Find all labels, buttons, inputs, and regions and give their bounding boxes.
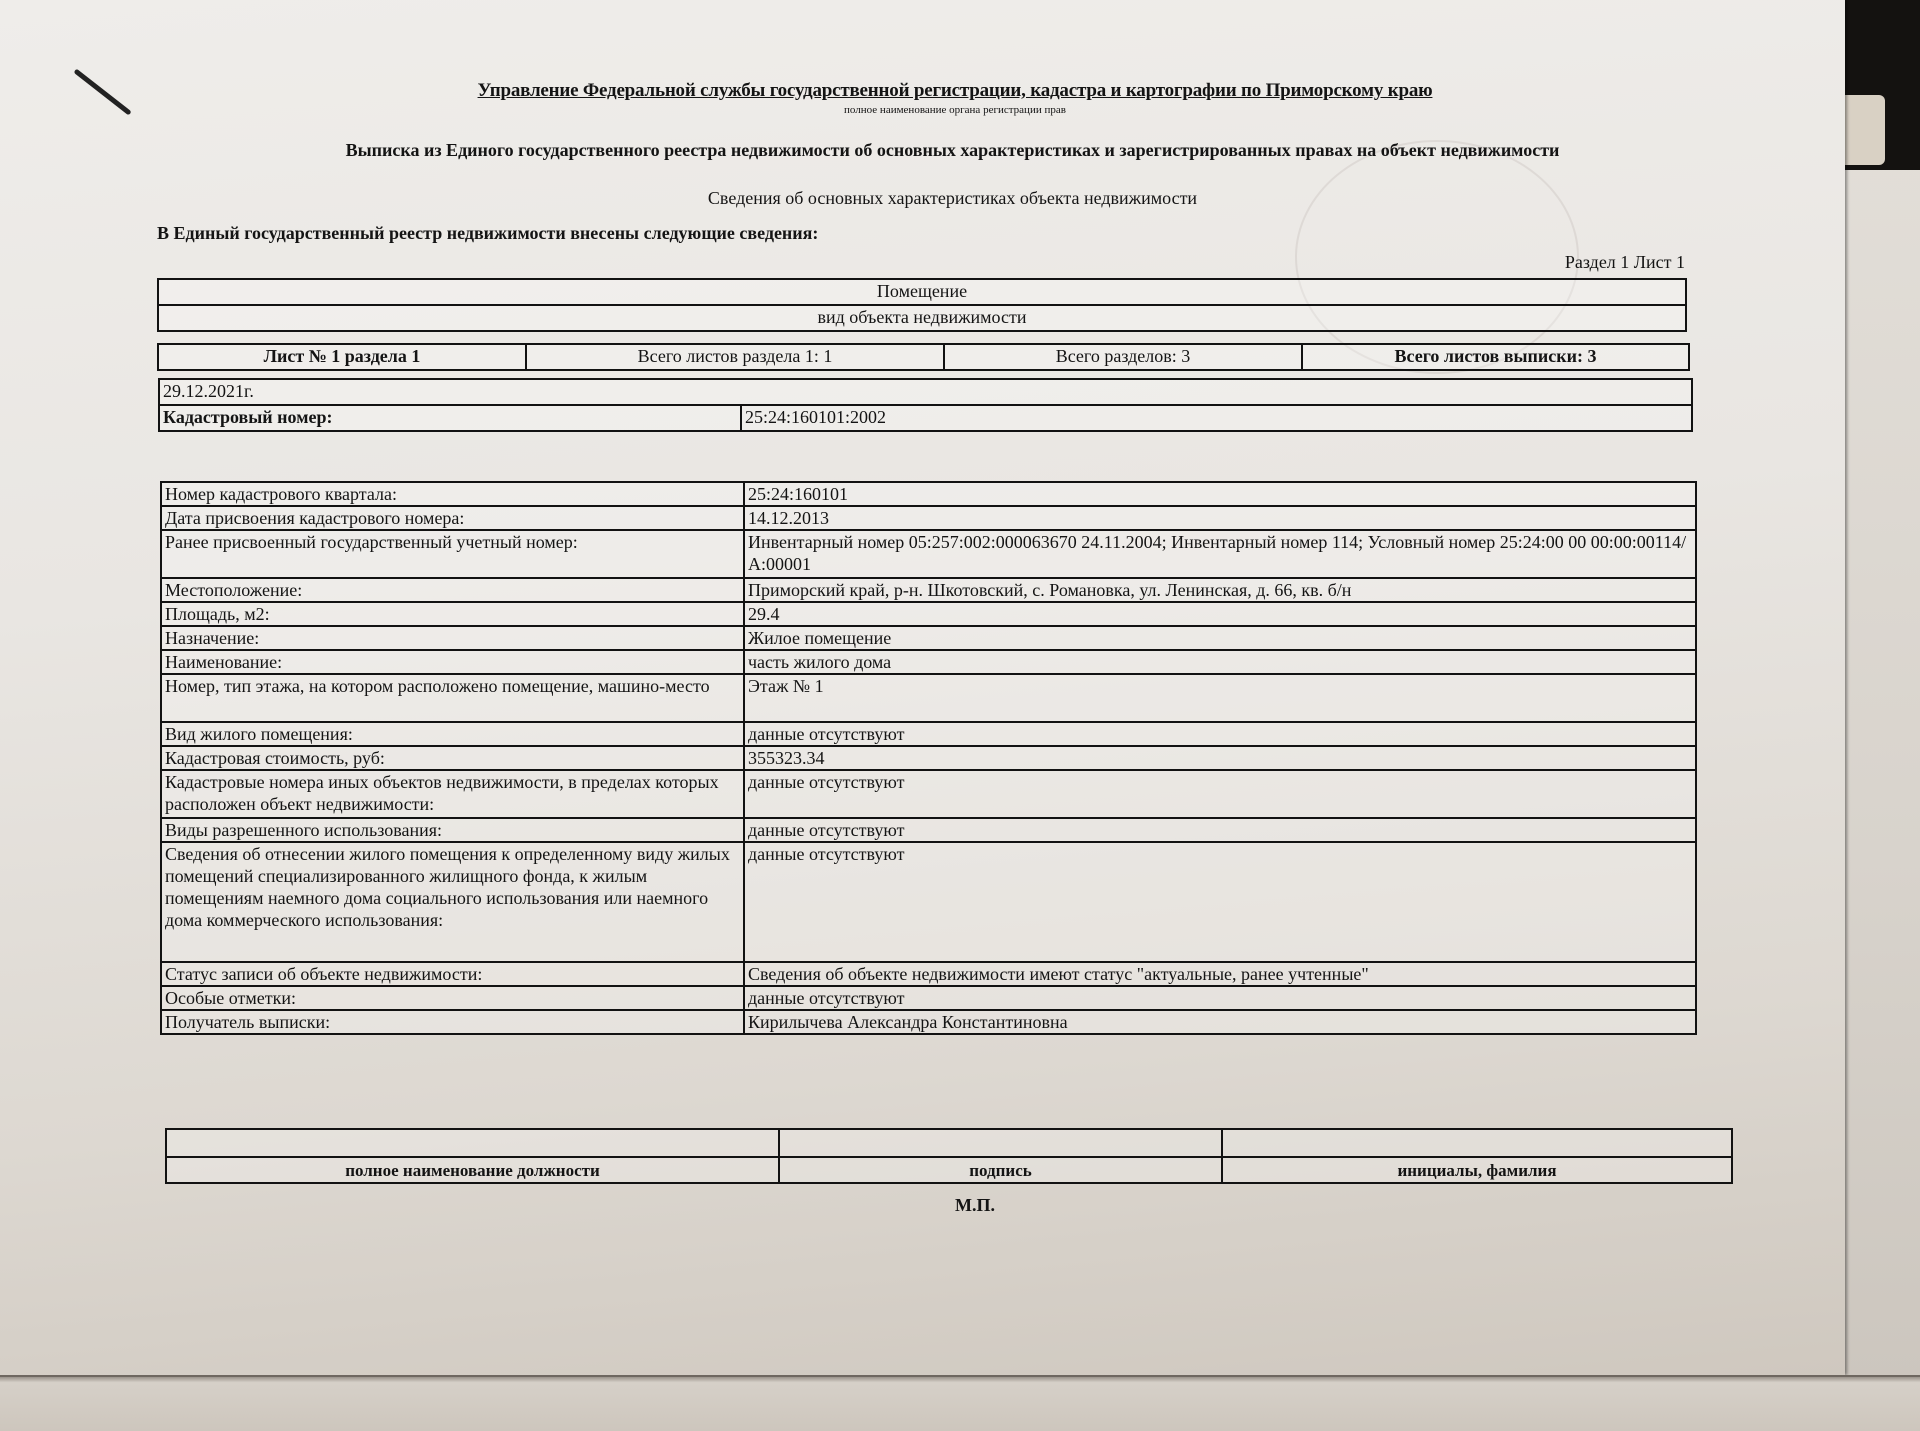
row-label: Кадастровая стоимость, руб:	[161, 746, 744, 770]
row-label: Сведения об отнесении жилого помещения к определенному виду жилых помещений специализированного жилищного фонда, к жилым помещениям наемного дома социального использования или наемного дома коммерческого использования:	[161, 842, 744, 962]
row-value: Жилое помещение	[744, 626, 1696, 650]
cadastral-number-label: Кадастровый номер:	[159, 405, 741, 431]
row-label: Наименование:	[161, 650, 744, 674]
row-label: Кадастровые номера иных объектов недвижимости, в пределах которых расположен объект недвижимости:	[161, 770, 744, 818]
row-value: Кирилычева Александра Константиновна	[744, 1010, 1696, 1034]
position-field	[166, 1129, 779, 1157]
row-value: данные отсутствуют	[744, 842, 1696, 962]
row-value: данные отсутствуют	[744, 770, 1696, 818]
table-row	[161, 962, 1696, 986]
date-table	[158, 378, 1693, 432]
row-label: Номер, тип этажа, на котором расположено помещение, машино-место	[161, 674, 744, 722]
table-row	[161, 746, 1696, 770]
table-row	[161, 506, 1696, 530]
table-row	[161, 818, 1696, 842]
row-value: данные отсутствуют	[744, 722, 1696, 746]
row-label: Назначение:	[161, 626, 744, 650]
section-reference: Раздел 1 Лист 1	[1564, 252, 1685, 272]
object-kind-caption: вид объекта недвижимости	[158, 305, 1686, 331]
table-row	[161, 482, 1696, 506]
table-row	[161, 842, 1696, 962]
signature-field	[779, 1129, 1222, 1157]
row-label: Получатель выписки:	[161, 1010, 744, 1034]
position-caption: полное наименование должности	[166, 1157, 779, 1183]
characteristics-table	[160, 481, 1697, 1035]
row-value: Сведения об объекте недвижимости имеют статус "актуальные, ранее учтенные"	[744, 962, 1696, 986]
org-caption: полное наименование органа регистрации прав	[844, 104, 1066, 116]
table-row	[161, 650, 1696, 674]
row-value: 14.12.2013	[744, 506, 1696, 530]
table-row	[161, 722, 1696, 746]
row-label: Ранее присвоенный государственный учетный номер:	[161, 530, 744, 578]
row-label: Статус записи об объекте недвижимости:	[161, 962, 744, 986]
row-value: данные отсутствуют	[744, 818, 1696, 842]
row-value: 25:24:160101	[744, 482, 1696, 506]
row-value: Приморский край, р-н. Шкотовский, с. Романовка, ул. Ленинская, д. 66, кв. б/н	[744, 578, 1696, 602]
row-value: Этаж № 1	[744, 674, 1696, 722]
signature-table	[165, 1128, 1733, 1184]
total-sheets-section: Всего листов раздела 1: 1	[526, 344, 944, 370]
row-label: Вид жилого помещения:	[161, 722, 744, 746]
row-value: данные отсутствуют	[744, 986, 1696, 1010]
table-row	[161, 626, 1696, 650]
extract-date: 29.12.2021г.	[159, 379, 1692, 405]
row-value: часть жилого дома	[744, 650, 1696, 674]
row-value: 355323.34	[744, 746, 1696, 770]
intro-text: В Единый государственный реестр недвижимости внесены следующие сведения:	[157, 223, 819, 243]
table-row	[161, 530, 1696, 578]
total-sheets: Всего листов выписки: 3	[1302, 344, 1689, 370]
row-value: 29.4	[744, 602, 1696, 626]
section-title: Сведения об основных характеристиках объекта недвижимости	[707, 188, 1198, 208]
cadastral-number-value: 25:24:160101:2002	[741, 405, 1692, 431]
total-sections: Всего разделов: 3	[944, 344, 1302, 370]
table-row	[161, 602, 1696, 626]
org-name: Управление Федеральной службы государственной регистрации, кадастра и картографии по Приморскому краю	[477, 80, 1433, 101]
document-title: Выписка из Единого государственного реестра недвижимости об основных характеристиках и зарегистрированных правах на объект недвижимости	[345, 140, 1560, 160]
table-row	[161, 1010, 1696, 1034]
seal-place: М.П.	[955, 1195, 995, 1215]
row-label: Особые отметки:	[161, 986, 744, 1010]
row-label: Местоположение:	[161, 578, 744, 602]
object-kind-value: Помещение	[158, 279, 1686, 305]
background-paper-tab	[1840, 95, 1885, 165]
table-row	[161, 986, 1696, 1010]
table-row	[161, 674, 1696, 722]
page-edge	[0, 1375, 1920, 1431]
table-row	[161, 770, 1696, 818]
row-label: Номер кадастрового квартала:	[161, 482, 744, 506]
table-row	[161, 578, 1696, 602]
signature-caption: подпись	[779, 1157, 1222, 1183]
object-kind-table	[157, 278, 1687, 332]
sheet-number: Лист № 1 раздела 1	[158, 344, 526, 370]
row-value: Инвентарный номер 05:257:002:000063670 24.11.2004; Инвентарный номер 114; Условный номер 25:24:00 00 00:00:00114/А:00001	[744, 530, 1696, 578]
name-field	[1222, 1129, 1732, 1157]
name-caption: инициалы, фамилия	[1222, 1157, 1732, 1183]
sheets-table	[157, 343, 1690, 371]
row-label: Дата присвоения кадастрового номера:	[161, 506, 744, 530]
row-label: Виды разрешенного использования:	[161, 818, 744, 842]
row-label: Площадь, м2:	[161, 602, 744, 626]
